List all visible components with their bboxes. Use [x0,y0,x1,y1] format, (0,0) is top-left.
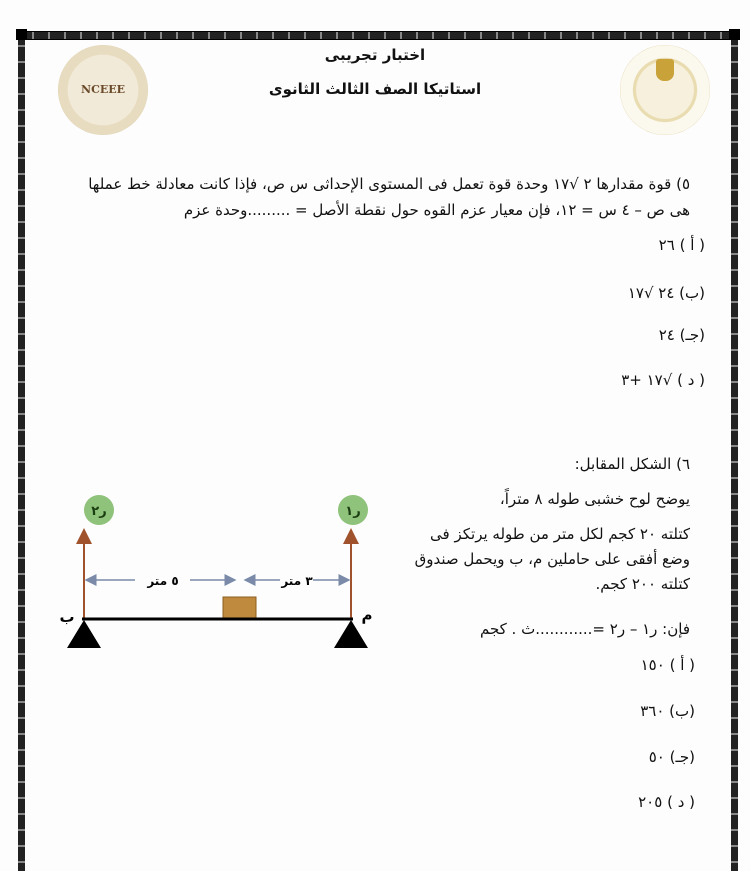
option-label: (جـ) [679,326,705,344]
option-value: ١٥٠ [640,656,665,674]
force-r1-label: ر١ [345,504,361,519]
border-corner [16,29,27,40]
q6-text-line: كتلته ٢٠ كجم لكل متر من طوله يرتكز فى [430,525,690,543]
option-label: ( د ) [677,371,705,389]
option-value: ٢٤ √١٧ [627,284,675,302]
q6-option-d[interactable] [638,793,695,811]
q6-option-a[interactable] [641,656,695,674]
option-label: (جـ) [669,748,695,766]
q5-option-d[interactable] [621,371,705,389]
q5-option-a[interactable] [659,236,705,254]
exam-subtitle: استاتيكا الصف الثالث الثانوى [268,80,482,98]
point-m-label: م [361,606,373,624]
dist-left-label: ٥ متر [147,574,179,588]
point-b-label: ب [59,608,75,626]
option-label: ( أ ) [669,656,695,674]
option-label: ( د ) [667,793,695,811]
q6-text-line: يوضح لوح خشبى طوله ٨ متراً، [499,490,690,508]
q6-text-line: كتلته ٢٠٠ كجم. [595,575,690,593]
option-value: ٥٠ [648,748,665,766]
page-border-top [18,31,738,40]
nceee-logo [58,45,148,135]
option-value: ٢٦ [658,236,675,254]
box [223,597,256,618]
dist-right-label: ٣ متر [281,574,313,588]
q5-text-line1: ٥) قوة مقدارها ٢ √١٧ وحدة قوة تعمل فى المستوى الإحداثى س ص، فإذا كانت معادلة خط عملها [88,175,690,193]
option-value: ٢٠٥ [638,793,663,811]
force-r2-label: ر٢ [91,504,107,519]
border-corner [729,29,740,40]
option-value: ٣٦٠ [640,702,665,720]
option-value: ٢٤ [658,326,675,344]
option-value: √١٧ +٣ [621,371,673,389]
q6-text-line: وضع أفقى على حاملين م، ب ويحمل صندوق [414,550,690,568]
option-label: ( أ ) [679,236,705,254]
q5-option-c[interactable] [659,326,705,344]
q6-heading: ٦) الشكل المقابل: [574,455,690,473]
q5-option-b[interactable] [628,284,705,302]
option-label: (ب) [669,702,695,720]
q6-option-c[interactable] [649,748,695,766]
q6-option-b[interactable] [640,702,695,720]
beam-diagram [55,480,385,660]
page-border-right [731,31,738,871]
logo-text: NCEEE [81,83,125,96]
support-right [334,620,368,648]
ministry-logo [620,45,710,135]
page-border-left [18,31,25,871]
option-label: (ب) [679,284,705,302]
q5-text-line2: هى ص – ٤ س = ١٢، فإن معيار عزم القوه حول نقطة الأصل = .........وحدة عزم [183,201,690,219]
exam-title: اختبار تجريبى [324,46,426,64]
eagle-emblem-icon [656,59,674,81]
q6-question: فإن: ر١ – ر٢ =............ث . كجم [479,620,690,638]
